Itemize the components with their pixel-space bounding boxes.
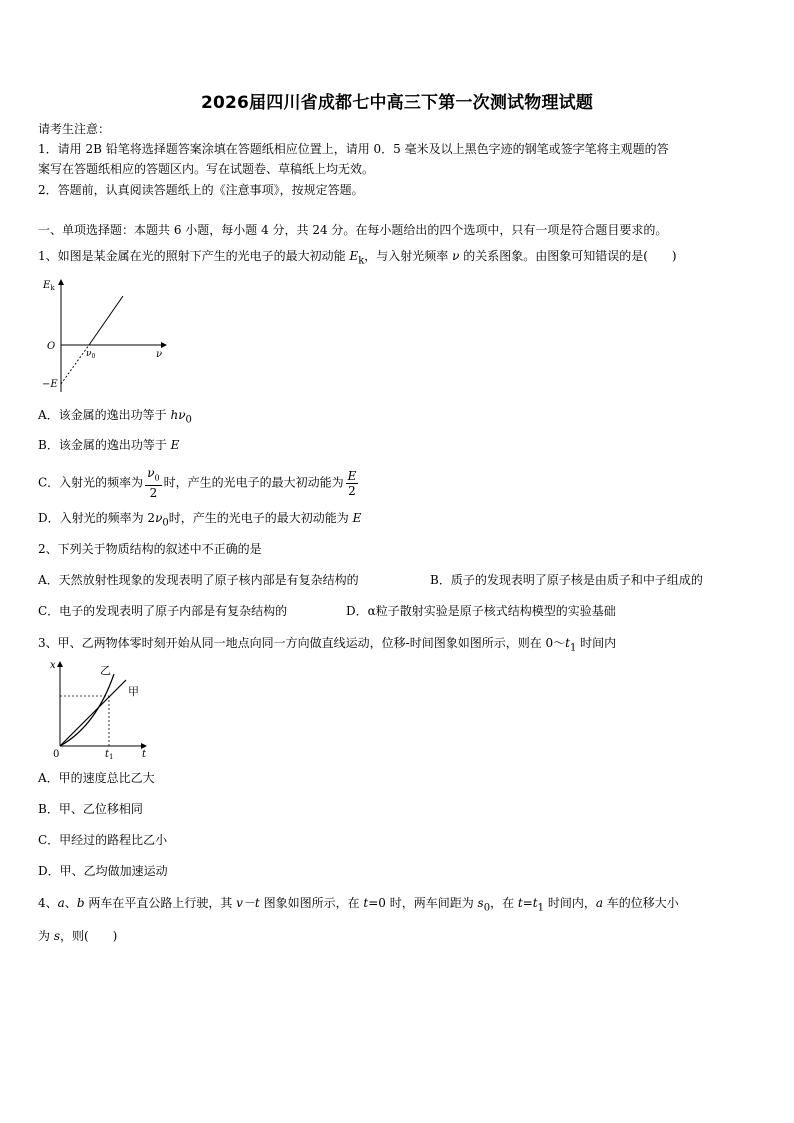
question-4-stem-line-2: 为 s，则( ) xyxy=(38,929,118,943)
page-title: 2026届四川省成都七中高三下第一次测试物理试题 xyxy=(200,93,594,113)
y-axis-label: $E_k$ xyxy=(43,280,55,292)
question-3-stem: 3、甲、乙两物体零时刻开始从同一地点向同一方向做直线运动，位移-时间图象如图所示，则在 $0\sim t_1$ 时间内 xyxy=(38,636,617,654)
question-1-option-c: C．入射光的频率为 $\frac{\nu_0}{2}$ 时，产生的光电子的最大初动能为 $\frac{E}{2}$ xyxy=(38,466,357,501)
notice-item-1-line-1: 1．请用 2B 铅笔将选择题答案涂填在答题纸相应位置上，请用 0．5 毫米及以上黑色字迹的钢笔或签字笔将主观题的答 xyxy=(38,142,669,156)
fraction-nu0-over-2: $\frac{\nu_0}{2}$ xyxy=(147,466,160,501)
ek-nu-graph xyxy=(40,274,180,396)
curve-yi xyxy=(60,674,114,746)
notice-item-1-line-2: 案写在答题纸相应的答题区内。写在试题卷、草稿纸上均无效。 xyxy=(38,162,375,176)
question-2-option-c: C．电子的发现表明了原子内部是有复杂结构的 xyxy=(38,604,288,618)
y-axis-label: x xyxy=(50,660,56,671)
section-heading: 一、单项选择题：本题共 6 小题，每小题 4 分，共 24 分。在每小题给出的四个选项中，只有一项是符合题目要求的。 xyxy=(38,223,668,237)
notice-item-2: 2．答题前，认真阅读答题纸上的《注意事项》，按规定答题。 xyxy=(38,183,364,197)
ek-line xyxy=(89,296,123,345)
origin-label: O xyxy=(47,341,56,352)
curve-yi-label: 乙 xyxy=(100,664,111,677)
question-3-option-d: D．甲、乙均做加速运动 xyxy=(38,864,168,878)
curve-jia-label: 甲 xyxy=(128,685,139,698)
x-axis-label: t xyxy=(142,749,147,760)
notice-header: 请考生注意： xyxy=(38,122,111,136)
question-3-option-c: C．甲经过的路程比乙小 xyxy=(38,833,168,847)
question-3-figure xyxy=(46,656,156,762)
nu0-label: $\nu_0$ xyxy=(86,349,96,360)
fraction-e-over-2: $\frac{E}{2}$ xyxy=(347,468,357,498)
question-1-option-d: D．入射光的频率为 $2\nu_0$时，产生的光电子的最大初动能为 E xyxy=(38,511,362,529)
origin-label: 0 xyxy=(53,749,60,760)
question-2-option-d: D．α粒子散射实验是原子核式结构模型的实验基础 xyxy=(346,604,616,618)
question-3-option-a: A．甲的速度总比乙大 xyxy=(38,771,155,785)
question-3-option-b: B．甲、乙位移相同 xyxy=(38,802,143,816)
question-2-stem: 2、下列关于物质结构的叙述中不正确的是 xyxy=(38,542,262,556)
ek-line-extension xyxy=(61,345,89,384)
t1-label: $t_1$ xyxy=(105,749,114,761)
question-1-option-b: B．该金属的逸出功等于 E xyxy=(38,438,180,452)
x-t-graph xyxy=(46,656,156,762)
x-axis-label: ν xyxy=(156,349,163,360)
curve-jia xyxy=(60,680,126,746)
neg-e-label: −E xyxy=(42,379,58,390)
question-2-option-b: B．质子的发现表明了原子核是由质子和中子组成的 xyxy=(430,573,703,587)
question-1-stem: 1、如图是某金属在光的照射下产生的光电子的最大初动能 $E_k$，与入射光频率 ν 的关系图象。由图象可知错误的是( ) xyxy=(38,249,677,267)
question-1-figure xyxy=(40,274,180,396)
question-4-stem-line-1: 4、a、b 两车在平直公路上行驶，其 v－t 图象如图所示，在 t=0 时，两车间距为 $s_0$，在 $t=t_1$ 时间内，a 车的位移大小 xyxy=(38,896,679,914)
question-1-option-a: A．该金属的逸出功等于 $h\nu_0$ xyxy=(38,408,192,426)
question-2-option-a: A．天然放射性现象的发现表明了原子核内部是有复杂结构的 xyxy=(38,573,359,587)
